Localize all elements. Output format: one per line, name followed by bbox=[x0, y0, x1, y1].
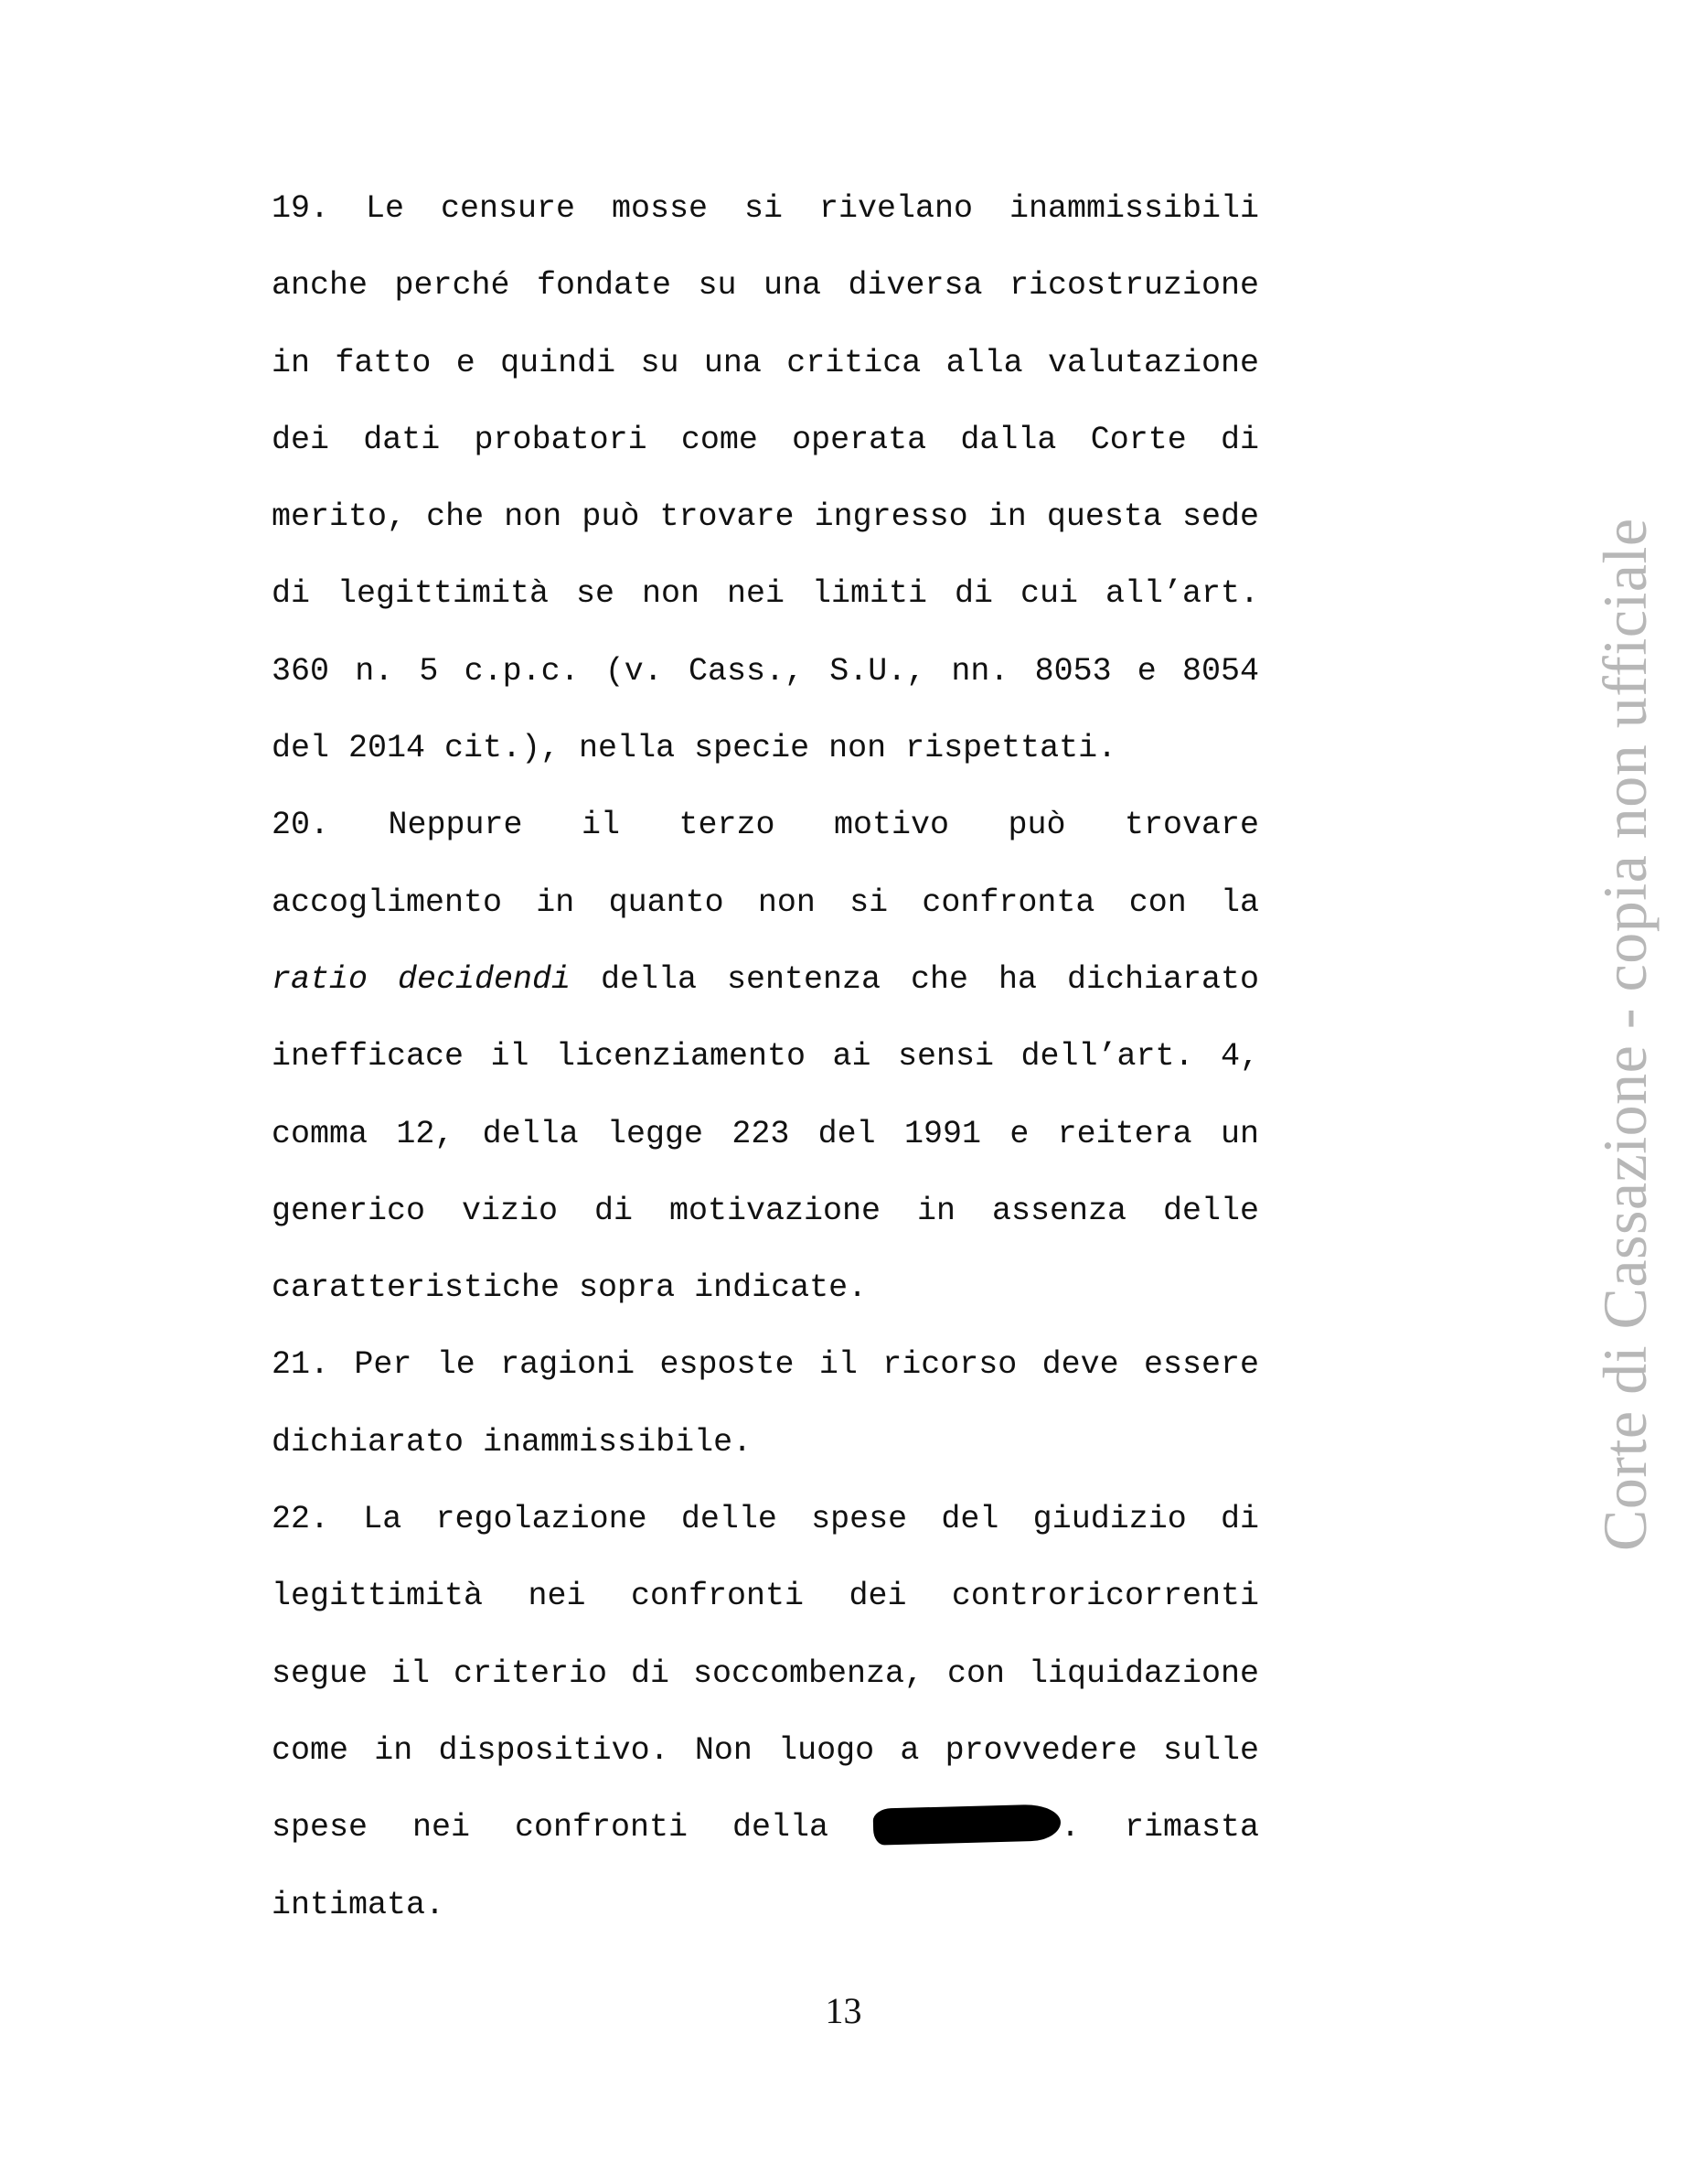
text-line: dichiarato inammissibile. bbox=[272, 1423, 753, 1461]
text-line-rest: della sentenza che ha dichiarato bbox=[571, 960, 1259, 998]
text-line: come in dispositivo. Non luogo a provvedere sulle bbox=[272, 1731, 1259, 1769]
text-line-redacted bbox=[272, 1800, 1259, 1877]
text-line-start: spese nei confronti della bbox=[272, 1809, 829, 1847]
text-line: caratteristiche sopra indicate. bbox=[272, 1269, 868, 1307]
text-line: anche perché fondate su una diversa ricostruzione bbox=[272, 267, 1259, 305]
text-line: merito, che non può trovare ingresso in questa sede bbox=[272, 498, 1259, 536]
text-line-end: . rimasta bbox=[1061, 1809, 1260, 1847]
text-line: in fatto e quindi su una critica alla valutazione bbox=[272, 344, 1259, 381]
text-line: dei dati probatori come operata dalla Corte di bbox=[272, 421, 1259, 458]
text-line: segue il criterio di soccombenza, con liquidazione bbox=[272, 1654, 1259, 1692]
text-line: 20. Neppure il terzo motivo può trovare bbox=[272, 807, 1259, 844]
text-line: inefficace il licenziamento ai sensi dell’art. 4, bbox=[272, 1038, 1259, 1076]
text-line: del 2014 cit.), nella specie non rispettati. bbox=[272, 730, 1117, 767]
text-line: accoglimento in quanto non si confronta con la bbox=[272, 883, 1259, 921]
text-line: legittimità nei confronti dei controricorrenti bbox=[272, 1578, 1259, 1615]
text-line: intimata. bbox=[272, 1886, 445, 1923]
italic-term: ratio decidendi bbox=[272, 960, 571, 998]
page-number: 13 bbox=[825, 1990, 862, 2031]
text-line: 22. La regolazione delle spese del giudizio di bbox=[272, 1501, 1259, 1538]
redaction-mark bbox=[873, 1804, 1062, 1846]
document-body bbox=[272, 181, 1259, 1954]
text-line: 21. Per le ragioni esposte il ricorso deve essere bbox=[272, 1346, 1259, 1384]
text-line: di legittimità se non nei limiti di cui all’art. bbox=[272, 575, 1259, 613]
text-line: comma 12, della legge 223 del 1991 e reitera un bbox=[272, 1115, 1259, 1152]
text-line: 360 n. 5 c.p.c. (v. Cass., S.U., nn. 8053 e 8054 bbox=[272, 652, 1259, 690]
text-line: generico vizio di motivazione in assenza delle bbox=[272, 1192, 1259, 1229]
text-line-mixed bbox=[272, 952, 1259, 1029]
watermark: Corte di Cassazione - copia non ufficiale bbox=[1590, 518, 1660, 1551]
text-line: 19. Le censure mosse si rivelano inammissibili bbox=[272, 190, 1259, 227]
